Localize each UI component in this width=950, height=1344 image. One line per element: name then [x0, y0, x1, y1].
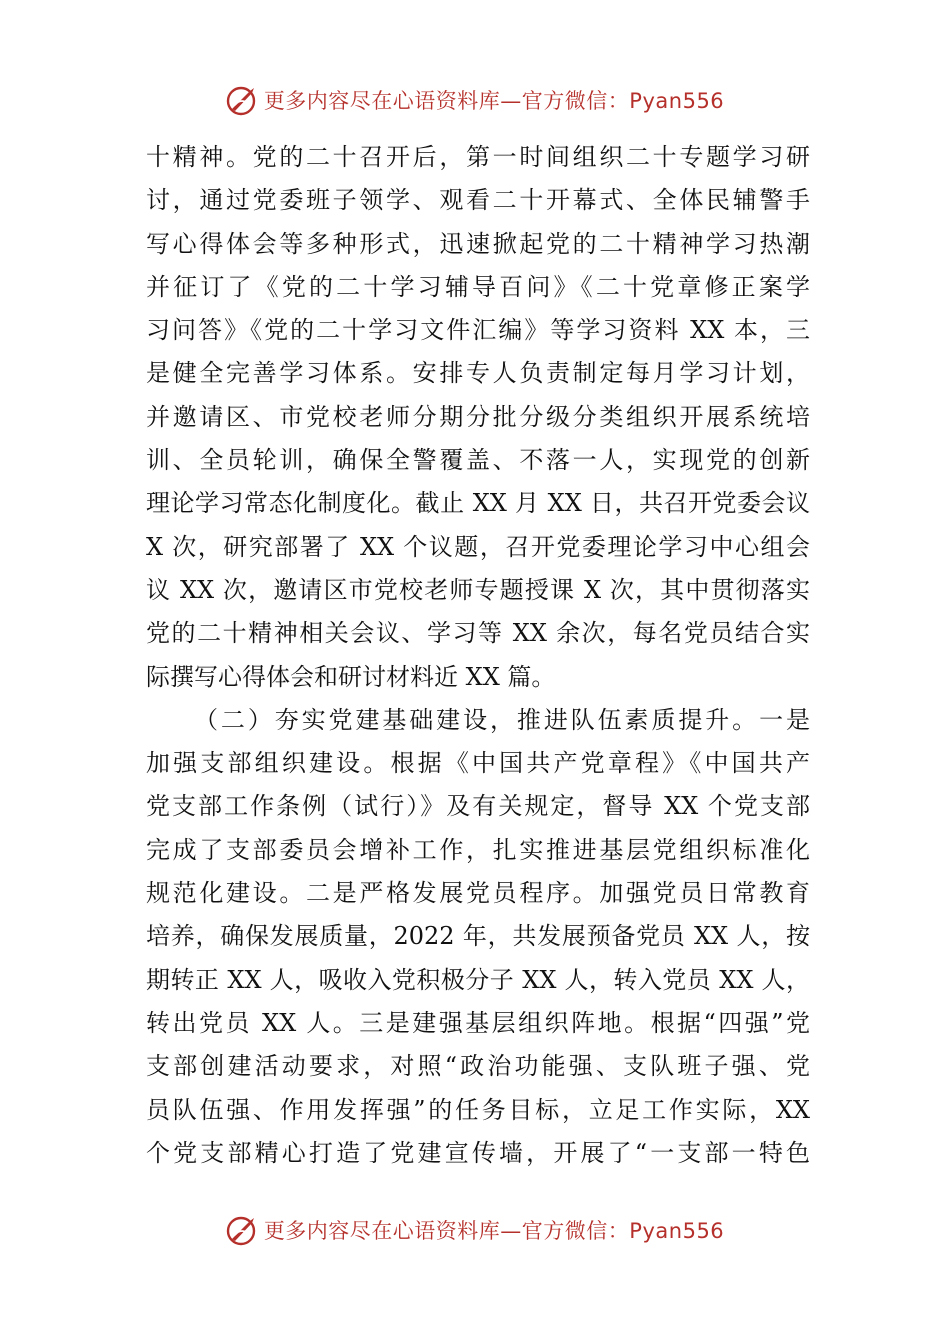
- body-line: 是健全完善学习体系。安排专人负责制定每月学习计划，: [146, 359, 810, 388]
- body-line: 规范化建设。二是严格发展党员程序。加强党员日常教育: [146, 879, 810, 908]
- section-heading-line: （二）夯实党建基础建设，推进队伍素质提升。一是: [194, 705, 810, 734]
- header-banner: [0, 80, 950, 120]
- body-line: 转出党员 XX 人。三是建强基层组织阵地。根据“四强”党: [146, 1008, 810, 1037]
- body-line: X 次，研究部署了 XX 个议题，召开党委理论学习中心组会: [146, 532, 810, 561]
- body-line: 写心得体会等多种形式，迅速掀起党的二十精神学习热潮: [146, 229, 810, 258]
- body-line: 议 XX 次，邀请区市党校老师专题授课 X 次，其中贯彻落实: [146, 575, 810, 604]
- body-line: 训、全员轮训，确保全警覆盖、不落一人，实现党的创新: [146, 446, 810, 475]
- body-line: 完成了支部委员会增补工作，扎实推进基层党组织标准化: [146, 835, 810, 864]
- body-line: 加强支部组织建设。根据《中国共产党章程》《中国共产: [146, 749, 810, 778]
- body-line: 党的二十精神相关会议、学习等 XX 余次，每名党员结合实: [146, 619, 810, 648]
- pen-circle-logo-icon: [226, 83, 260, 117]
- body-line: 十精神。党的二十召开后，第一时间组织二十专题学习研: [146, 143, 810, 171]
- body-line: 讨，通过党委班子领学、观看二十开幕式、全体民辅警手: [146, 186, 810, 215]
- body-line: 并征订了《党的二十学习辅导百问》《二十党章修正案学: [146, 272, 810, 301]
- document-body: [146, 136, 810, 1175]
- pen-circle-logo-icon: [226, 1213, 260, 1247]
- body-line: 际撰写心得体会和研讨材料近 XX 篇。: [146, 662, 556, 691]
- body-line: 支部创建活动要求，对照“政治功能强、支队班子强、党: [146, 1052, 810, 1081]
- footer-banner-text: 更多内容尽在心语资料库—官方微信：Pyan556: [263, 1219, 725, 1243]
- body-line: 并邀请区、市党校老师分期分批分级分类组织开展系统培: [146, 402, 810, 431]
- body-line: 党支部工作条例（试行）》及有关规定，督导 XX 个党支部: [146, 792, 810, 821]
- body-line: 习问答》《党的二十学习文件汇编》等学习资料 XX 本，三: [146, 316, 810, 345]
- body-line: 培养，确保发展质量，2022 年，共发展预备党员 XX 人，按: [146, 922, 810, 951]
- header-banner-text: 更多内容尽在心语资料库—官方微信：Pyan556: [263, 89, 725, 113]
- body-line: 员队伍强、作用发挥强”的任务目标，立足工作实际，XX: [146, 1095, 810, 1124]
- footer-banner: [0, 1210, 950, 1250]
- body-line: 个党支部精心打造了党建宣传墙，开展了“一支部一特色: [146, 1138, 810, 1167]
- body-line: 期转正 XX 人，吸收入党积极分子 XX 人，转入党员 XX 人，: [146, 965, 810, 994]
- body-line: 理论学习常态化制度化。截止 XX 月 XX 日，共召开党委会议: [146, 489, 810, 518]
